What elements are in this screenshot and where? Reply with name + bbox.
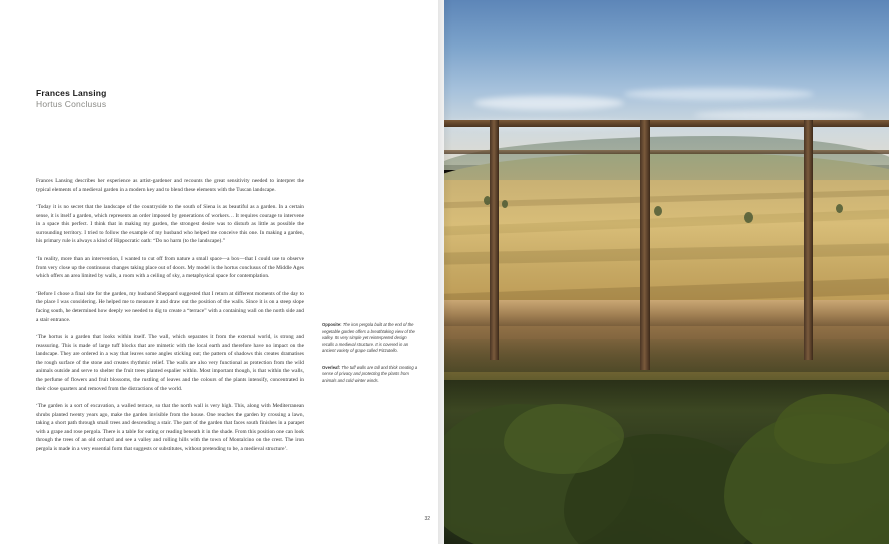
cloud xyxy=(474,96,624,110)
intro-paragraph: Frances Lansing describes her experience as artist-gardener and recounts the great sensitivity needed to interpret the typical elements of a medieval garden in a modern key and to blend these elements with the Tuscan landscape. xyxy=(36,178,304,193)
pergola-post xyxy=(804,120,813,360)
tuscan-valley-pergola-photograph xyxy=(444,0,889,544)
vine-foliage xyxy=(774,394,889,464)
caption-block xyxy=(322,322,418,394)
caption-overleaf xyxy=(322,365,418,385)
page-number: 32 xyxy=(424,516,430,522)
body-paragraph: ‘The garden is a sort of excavation, a walled terrace, so that the north wall is very high. This, along with Mediterranean shrubs planted twenty years ago, make the garden invisible from the house. One reaches the garden by crossing a lawn, taking a short path through small trees and descending a stair. The part of the garden that faces south finishes in a parapet with a grape and rose pergola. There is a table for eating or reading beneath it in the shade. From this position one can look through the trees of an old orchard and see a valley and rolling hills with the town of Montalcino on the crest. The iron pergola is made in a very essential form that suggests or substitutes, without pretending to be, a medieval structure’. xyxy=(36,403,304,453)
pergola-post xyxy=(490,120,499,360)
caption-lead: Opposite: xyxy=(322,322,342,327)
pergola-post xyxy=(640,120,650,370)
body-text-column xyxy=(36,177,304,463)
chapter-title-block xyxy=(36,88,296,111)
body-paragraph: ‘Today it is no secret that the landscape of the countryside to the south of Siena is as beautiful as a garden. In a certain sense, it is itself a garden, which represents an order imposed by generations of workers… It requires courage to intervene in a space this perfect. I think that in making my garden, the strongest desire was to disturb as little as possible the surrounding territory. I tried to follow the example of my husband who helped me conceive this one. In making a garden, his primary rule is always a kind of Hippocratic oath: “Do no harm (to the landscape).” xyxy=(36,204,304,245)
left-page xyxy=(0,0,444,544)
caption-opposite xyxy=(322,322,418,355)
cypress-tree xyxy=(836,204,843,213)
work-title: Hortus Conclusus xyxy=(36,99,107,110)
caption-text: The iron pergola built at the end of the vegetable garden offers a breathtaking view of the valley. Its very simple yet reinterpreted design recalls a medieval structure. It is covered in an ancient variety of grape called Pizzutello. xyxy=(322,322,415,353)
author-name: Frances Lansing xyxy=(36,88,107,98)
body-paragraph: ‘The hortus is a garden that looks within itself. The wall, which separates it from the external world, is strong and reassuring. This is made of large tuff blocks that are mimetic with the local earth and therefore have no impact on the landscape. They are ordered in a way that leaves some angles sticking out; the pattern of shadows this creates dramatises the rough surface of the stone and creates rhythmic relief. The walls are also very functional as protection from the wild animals outside and serve to shelter the fruit trees planted espalier within. Most important though, is that within the walls, the perfume of flowers and fruit blossoms, the rustling of leaves and the colours of the plants intensify, concentrated in their close quarters and removed from the distractions of the world. xyxy=(36,334,304,392)
caption-text: The tuff walls are tall and thick creating a sense of privacy and protecting the plants from animals and cold winter winds. xyxy=(322,364,418,383)
body-paragraph: ‘In reality, more than an intervention, I wanted to cut off from nature a small space—a box—that I could use to observe from very close up the continuous changes taking place out of doors. My model is the hortus conclusus of the Middle Ages which offers an area limited by walls, a room with a ceiling of sky, a metaphysical space for contemplation. xyxy=(36,256,304,280)
terrace-parapet-top xyxy=(444,300,889,326)
cypress-tree xyxy=(654,206,662,216)
cypress-tree xyxy=(744,212,753,223)
cloud xyxy=(694,110,864,120)
caption-lead: Overleaf: xyxy=(322,364,341,370)
pergola-beam xyxy=(444,150,889,154)
body-paragraph: ‘Before I chose a final site for the garden, my husband Sheppard suggested that I return at different moments of the day to the place I was considering. He helped me to measure it and draw out the position of the walls. Since it is on a steep slope facing south, he determined how deeply we needed to dig to create a “terrace” with a containing wall on the north side and a stair entrance. xyxy=(36,290,304,323)
pergola-beam xyxy=(444,120,889,127)
right-page xyxy=(444,0,889,544)
cloud xyxy=(624,88,814,100)
cypress-tree xyxy=(502,200,508,208)
